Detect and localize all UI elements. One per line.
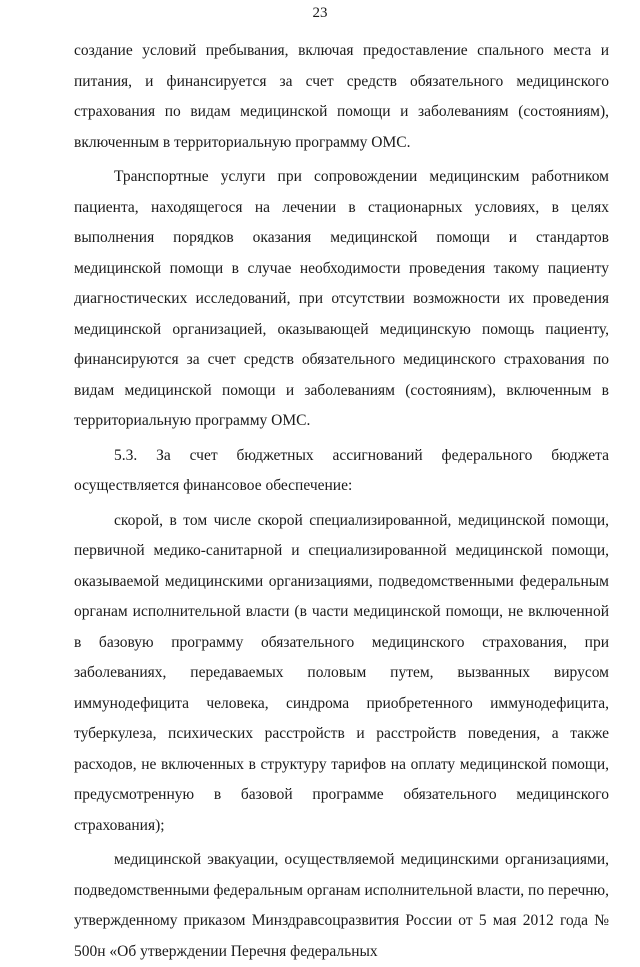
- document-body: [74, 36, 609, 967]
- paragraph-emergency-care: скорой, в том числе скорой специализированной, медицинской помощи, первичной медико-санитарной и специализированной медицинской помощи, оказываемой медицинскими организациями, подведомственными федеральным органам исполнительной власти (в части медицинской помощи, не включенной в базовую программу обязательного медицинского страхования, при заболеваниях, передаваемых половым путем, вызванных вирусом иммунодефицита человека, синдрома приобретенного иммунодефицита, туберкулеза, психических расстройств и расстройств поведения, а также расходов, не включенных в структуру тарифов на оплату медицинской помощи, предусмотренную в базовой программе обязательного медицинского страхования);: [74, 511, 609, 834]
- paragraph-continuation: создание условий пребывания, включая предоставление спального места и питания, и финансируется за счет средств обязательного медицинского страхования по видам медицинской помощи и заболеваниям (состояниям), включенным в территориальную программу ОМС.: [74, 42, 609, 151]
- page-number: 23: [312, 5, 328, 21]
- paragraph-section-5-3: 5.3. За счет бюджетных ассигнований федерального бюджета осуществляется финансовое обеспечение:: [74, 446, 609, 494]
- paragraph-medical-evacuation: медицинской эвакуации, осуществляемой медицинскими организациями, подведомственными федеральным органам исполнительной власти, по перечню, утвержденному приказом Минздравсоцразвития России от 5 мая 2012 года № 500н «Об утверждении Перечня федеральных: [74, 851, 609, 960]
- paragraph-transport-services: Транспортные услуги при сопровождении медицинским работником пациента, находящегося на лечении в стационарных условиях, в целях выполнения порядков оказания медицинской помощи и стандартов медицинской помощи в случае необходимости проведения такому пациенту диагностических исследований, при отсутствии возможности их проведения медицинской организацией, оказывающей медицинскую помощь пациенту, финансируются за счет средств обязательного медицинского страхования по видам медицинской помощи и заболеваниям (состояниям), включенным в территориальную программу ОМС.: [74, 168, 609, 429]
